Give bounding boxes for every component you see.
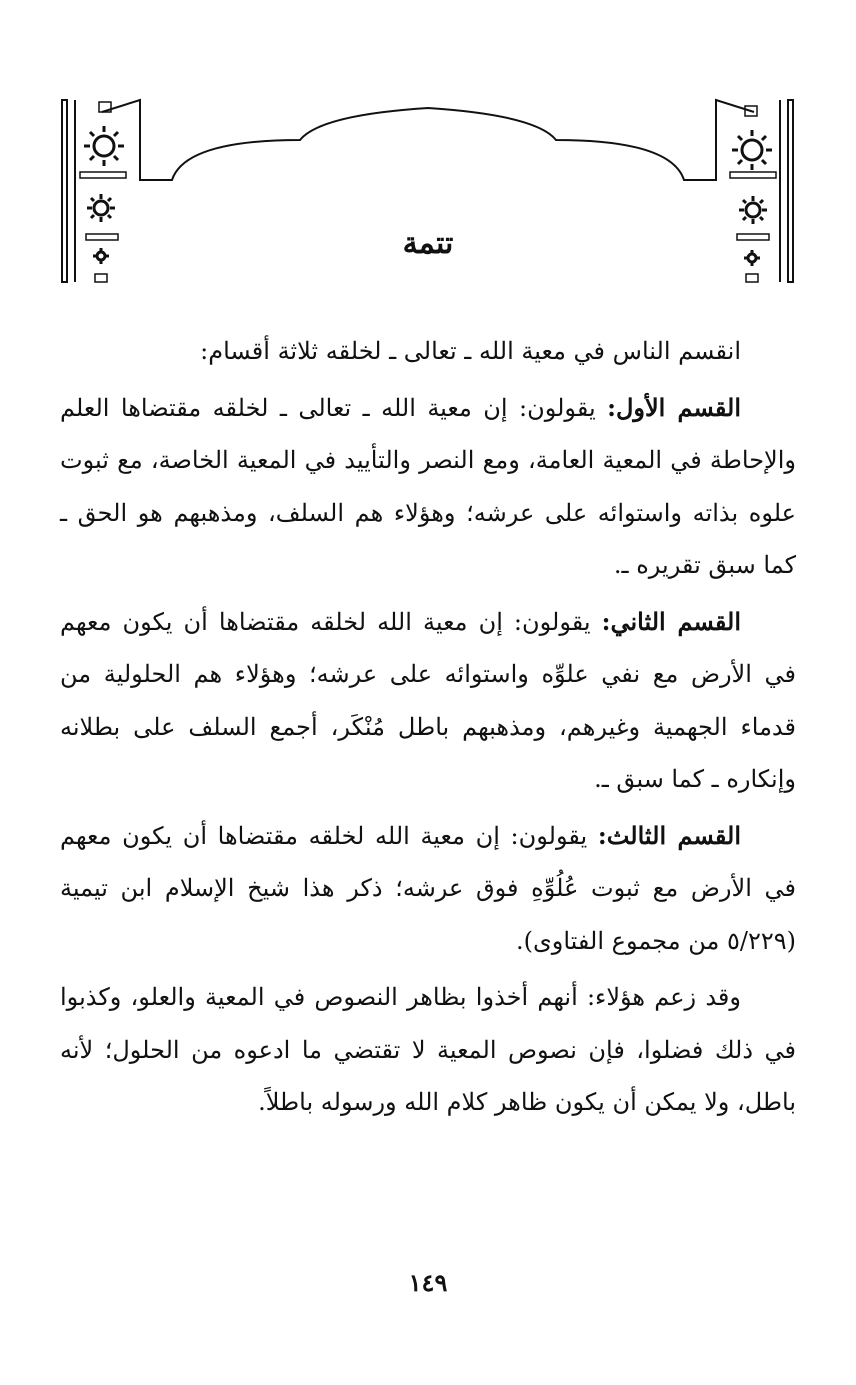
section-title: تتمة bbox=[402, 226, 454, 261]
paragraph-heading: القسم الثاني: bbox=[601, 606, 741, 636]
paragraph-second-category bbox=[60, 596, 796, 806]
paragraph-text: وقد زعم هؤلاء: أنهم أخذوا بظاهر النصوص في المعية والعلو، وكذبوا في ذلك فضلوا، فإن نصوص المعية لا تقتضي ما ادعوه من الحلول؛ لأنه باطل، ولا يمكن أن يكون ظاهر كلام الله ورسوله باطلاً. bbox=[60, 983, 796, 1116]
paragraph-text: يقولون: إن معية الله ـ تعالى ـ لخلقه مقتضاها العلم والإحاطة في المعية العامة، ومع النصر والتأييد في المعية الخاصة، مع ثبوت علوه بذاته واستوائه على عرشه؛ وهؤلاء هم السلف، ومذهبهم هو الحق ـ كما سبق تقريره ـ. bbox=[60, 393, 796, 579]
paragraph-refutation bbox=[60, 971, 796, 1129]
paragraph-text: يقولون: إن معية الله لخلقه مقتضاها أن يكون معهم في الأرض مع ثبوت عُلُوِّهِ فوق عرشه؛ ذكر هذا شيخ الإسلام ابن تيمية (٥/٢٢٩ من مجموع الفتاوى). bbox=[60, 821, 796, 955]
paragraph-text: يقولون: إن معية الله لخلقه مقتضاها أن يكون معهم في الأرض مع نفي علوِّه واستوائه على عرشه؛ وهؤلاء هم الحلولية من قدماء الجهمية وغيرهم، ومذهبهم باطل مُنْكَر، أجمع السلف على بطلانه وإنكاره ـ كما سبق ـ. bbox=[60, 607, 797, 793]
paragraph-heading: القسم الأول: bbox=[607, 392, 741, 422]
body-text bbox=[60, 325, 796, 1133]
page-number: ١٤٩ bbox=[408, 1268, 448, 1297]
paragraph-third-category bbox=[60, 810, 796, 968]
paragraph-intro bbox=[60, 325, 796, 378]
paragraph-text: انقسم الناس في معية الله ـ تعالى ـ لخلقه ثلاثة أقسام: bbox=[200, 337, 741, 365]
paragraph-heading: القسم الثالث: bbox=[597, 820, 741, 850]
paragraph-first-category bbox=[60, 382, 796, 592]
